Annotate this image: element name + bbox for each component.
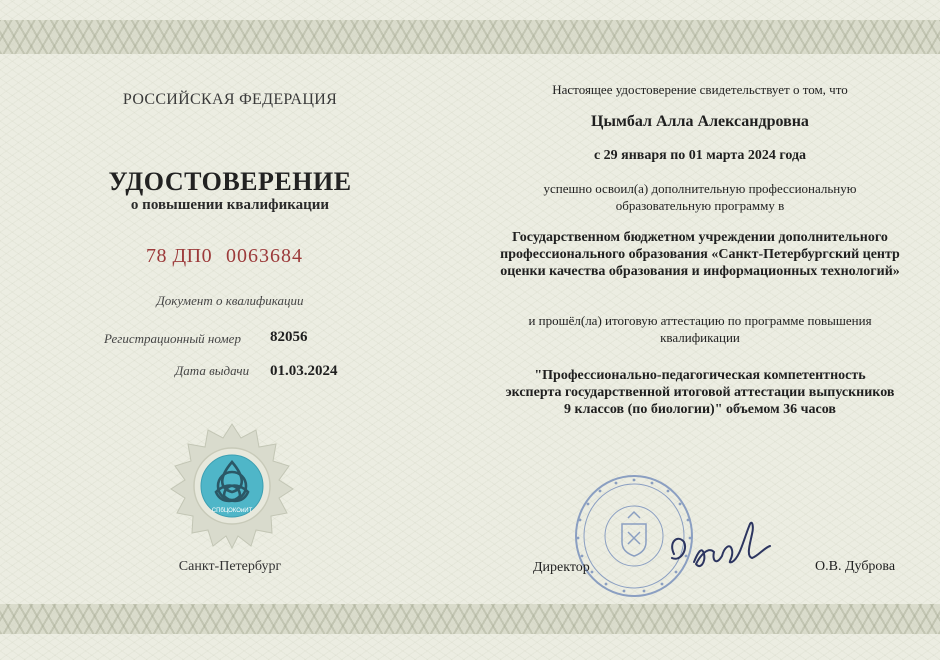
bottom-ornament-band — [0, 604, 940, 634]
holder-name: Цымбал Алла Александровна — [591, 113, 809, 130]
certifies-intro: Настоящее удостоверение свидетельствует о том, что — [552, 82, 848, 97]
training-period: с 29 января по 01 марта 2024 года — [593, 148, 807, 163]
registration-number-label: Регистрационный номер — [104, 331, 241, 346]
country-name: РОССИЙСКАЯ ФЕДЕРАЦИЯ — [122, 91, 338, 108]
attestation-statement: и прошёл(ла) итоговую аттестацию по программе повышения квалификации — [528, 313, 872, 345]
registration-number-value: 82056 — [270, 329, 308, 345]
emblem-text: СПбЦОКОиИТ — [211, 508, 253, 514]
document-series: 78 ДП0 — [146, 245, 213, 267]
mastered-statement: успешно освоил(а) дополнительную профессиональную образовательную программу в — [543, 181, 857, 213]
director-signature — [660, 512, 778, 582]
document-type: Документ о квалификации — [156, 293, 304, 308]
document-number: 0063684 — [226, 245, 303, 267]
issue-city: Санкт-Петербург — [178, 559, 282, 574]
issue-date-label: Дата выдачи — [175, 363, 250, 378]
issue-date-value: 01.03.2024 — [270, 363, 338, 379]
program-title: "Профессионально-педагогическая компетентность эксперта государственной итоговой аттестации выпускников 9 классов (по биологии)" объемом 36 часов — [505, 368, 895, 417]
top-ornament-band — [0, 20, 940, 54]
institution-name: Государственном бюджетном учреждении дополнительного профессионального образования «Санкт-Петербургский центр оценки качества образования и информационных технологий» — [500, 230, 900, 279]
director-label: Директор — [533, 560, 590, 575]
document-title: УДОСТОВЕРЕНИЕ — [108, 167, 352, 196]
institution-emblem — [168, 422, 296, 550]
stamp-coat-of-arms-icon — [622, 512, 646, 556]
director-name: О.В. Дуброва — [815, 559, 896, 574]
document-subtitle: о повышении квалификации — [130, 197, 330, 213]
